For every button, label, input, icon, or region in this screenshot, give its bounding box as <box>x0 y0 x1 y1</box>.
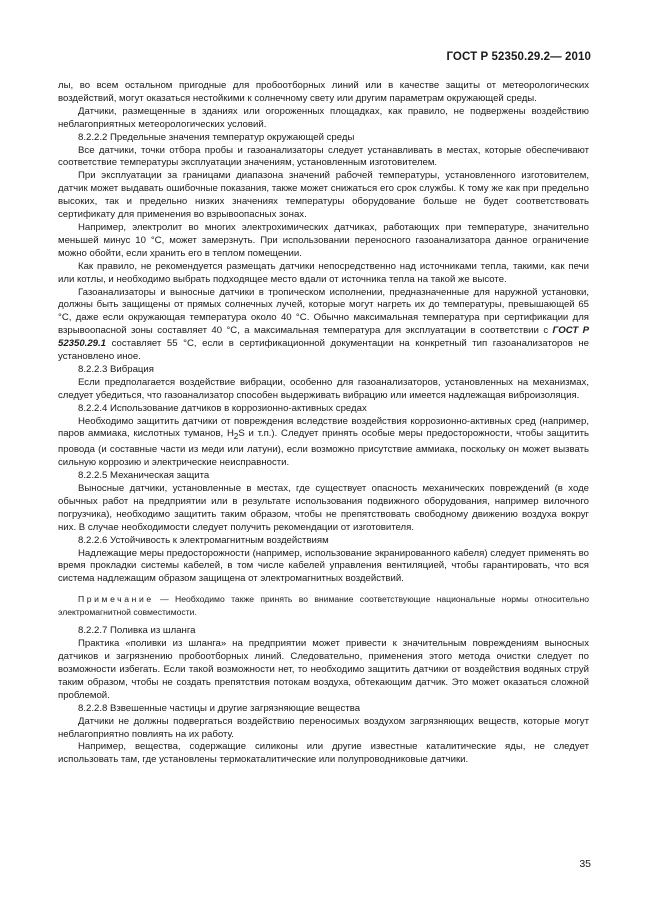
paragraph-text: Необходимо защитить датчики от повреждения вследствие воздействия коррозионно-активных сред (например, паров аммиака, кислотных туманов, H <box>58 415 589 440</box>
document-body <box>58 80 589 767</box>
paragraph-text: Газоанализаторы и выносные датчики в тропическом исполнении, предназначенные для наружной установки, должны быть защищены от прямых солнечных лучей, которые могут нагреть их до температуры, превышающей 65 °С, даже если окружающая температура около 40 °С. Обычно максимальная температура при сертификации для взрывоопасной зоны составляет 40 °С, а максимальная температура для эксплуатации в соответствии с <box>58 286 589 337</box>
paragraph: Надлежащие меры предосторожности (например, использование экранированного кабеля) следует применять во время прокладки системы кабелей, в том числе кабелей управления вентиляцией, чтобы гарантировать, что вся система надлежащим образом защищена от электромагнитных воздействий. <box>58 547 589 585</box>
paragraph: Например, вещества, содержащие силиконы или другие известные каталитические яды, не следует использовать там, где установлены термокаталитические или полупроводниковые датчики. <box>58 741 589 766</box>
paragraph: Все датчики, точки отбора пробы и газоанализаторы следует устанавливать в местах, которые обеспечивают соответствие температуры эксплуатации значениям, установленным изготовителем. <box>58 144 589 169</box>
paragraph: Датчики, размещенные в зданиях или огороженных площадках, как правило, не подвержены воздействию неблагоприятных метеорологических условий. <box>58 105 589 130</box>
paragraph: Если предполагается воздействие вибрации, особенно для газоанализаторов, установленных на механизмах, следует убедиться, что газоанализатор способен выдерживать вибрацию или имеется надлежащая виброизоляция. <box>58 376 589 401</box>
paragraph: Выносные датчики, установленные в местах, где существует опасность механических повреждений (в ходе обычных работ на предприятии или в результате использования подвижного оборудования, например вилочного погрузчика), необходимо защитить таким образом, чтобы не препятствовать свободному движению воздуха вокруг них. В случае необходимости следует получить рекомендации от изготовителя. <box>58 483 589 533</box>
section-heading: 8.2.2.5 Механическая защита <box>78 470 210 482</box>
document-header: ГОСТ Р 52350.29.2— 2010 <box>446 51 591 63</box>
section-heading: 8.2.2.7 Поливка из шланга <box>78 625 196 637</box>
subscript: 2 <box>233 432 239 442</box>
section-heading: 8.2.2.4 Использование датчиков в коррозионно-активных средах <box>78 402 367 414</box>
paragraph-text: S и т.п.). Следует принять особые меры предосторожности, чтобы защитить провода (и составные части из меди или латуни), если возможно присутствие аммиака, поскольку он может вызвать сильную коррозию и электрические неисправности. <box>58 428 590 469</box>
paragraph: лы, во всем остальном пригодные для пробоотборных линий или в качестве защиты от метеорологических воздействий, могут оказаться нестойкими к солнечному свету или другим параметрам окружающей среды. <box>58 80 589 104</box>
paragraph-text: составляет 55 °С, если в сертификационной документации на конкретный тип газоанализаторов не установлено иное. <box>58 338 589 363</box>
paragraph: При эксплуатации за границами диапазона значений рабочей температуры, установленного изготовителем, датчик может выдавать ошибочные показания, также может снижаться его срок службы. К тому же как при предельно высоких, так и предельно низких значениях температуры оборудование больше не будет соответствовать сертификату для применения во взрывоопасных зонах. <box>58 170 589 221</box>
paragraph <box>58 287 589 364</box>
note-text: — Необходимо также принять во внимание соответствующие национальные нормы относительно электромагнитной совместимости. <box>58 594 589 617</box>
paragraph: Датчики не должны подвергаться воздействию переносимых воздухом загрязняющих веществ, которые могут неблагоприятно повлиять на их работу. <box>58 715 589 740</box>
section-heading: 8.2.2.8 Взвешенные частицы и другие загрязняющие вещества <box>78 702 361 714</box>
page-number: 35 <box>579 858 591 870</box>
section-heading: 8.2.2.2 Предельные значения температур окружающей среды <box>78 131 355 143</box>
standard-reference: ГОСТ Р 52350.29.1 <box>58 325 590 350</box>
paragraph: Например, электролит во многих электрохимических датчиках, работающих при температуре, значительно меньшей минус 10 °С, может замерзнуть. При использовании переносного газоанализатора данное ограничение можно обойти, если хранить его в теплом помещении. <box>58 221 589 259</box>
note-label: Примечание <box>78 594 154 605</box>
paragraph: Практика «поливки из шланга» на предприятии может привести к значительным повреждениям выносных датчиков и загрязнению пробоотборных линий. Следовательно, применения этого метода очистки следует по возможности избегать. Если такой возможности нет, то необходимо защитить датчики от воздействия водяных струй таким образом, чтобы не создать препятствия потокам воздуха, обтекающим датчик. Это может оказаться сложной проблемой. <box>58 638 589 701</box>
section-heading: 8.2.2.6 Устойчивость к электромагнитным воздействиям <box>78 534 329 546</box>
note <box>58 593 589 618</box>
paragraph: Как правило, не рекомендуется размещать датчики непосредственно над источниками тепла, такими, как печи или котлы, и необходимо выбрать подходящее место вдали от источника тепла на такой же высоте. <box>58 260 589 285</box>
section-heading: 8.2.2.3 Вибрация <box>78 363 154 375</box>
paragraph <box>58 416 589 471</box>
